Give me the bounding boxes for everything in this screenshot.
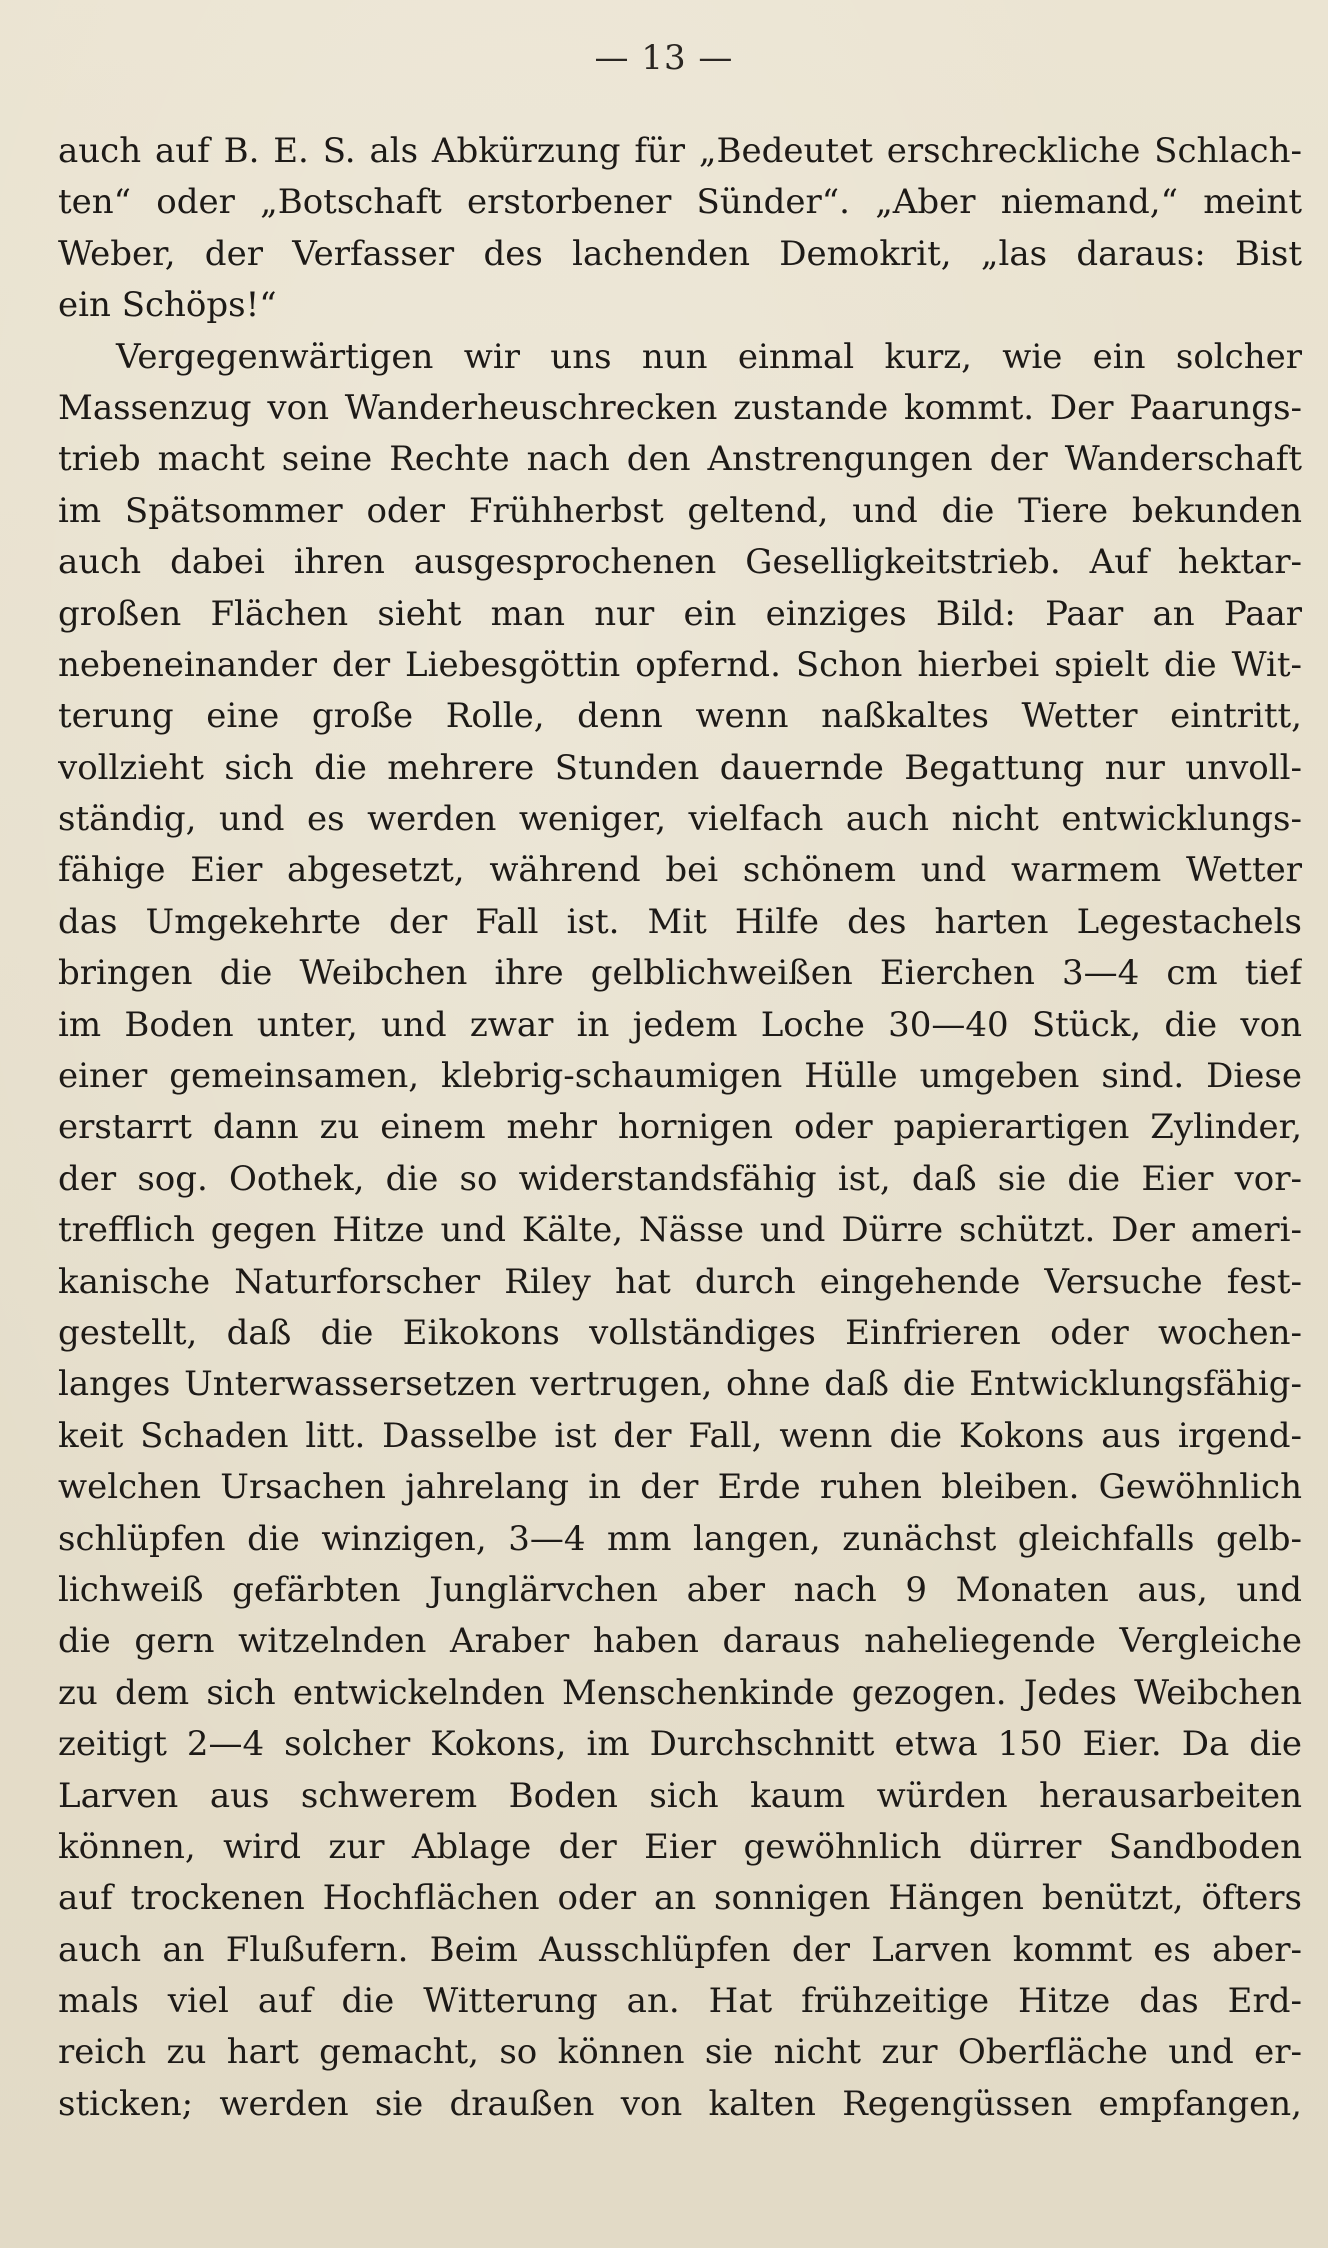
text-line: erstarrt dann zu einem mehr hornigen oder papierartigen Zylinder, bbox=[58, 1107, 1302, 1148]
text-line: reich zu hart gemacht, so können sie nicht zur Oberfläche und er- bbox=[58, 2032, 1302, 2073]
text-line: das Umgekehrte der Fall ist. Mit Hilfe des harten Legestachels bbox=[58, 901, 1302, 942]
text-line: keit Schaden litt. Dasselbe ist der Fall, wenn die Kokons aus irgend- bbox=[58, 1415, 1302, 1456]
text-line: trieb macht seine Rechte nach den Anstrengungen der Wanderschaft bbox=[58, 439, 1302, 480]
text-line: trefflich gegen Hitze und Kälte, Nässe und Dürre schützt. Der ameri- bbox=[58, 1210, 1302, 1251]
text-line: Weber, der Verfasser des lachenden Demokrit, „las daraus: Bist bbox=[58, 233, 1302, 274]
text-line: ständig, und es werden weniger, vielfach auch nicht entwicklungs- bbox=[58, 799, 1302, 840]
text-line: auch auf B. E. S. als Abkürzung für „Bedeutet erschreckliche Schlach- bbox=[58, 131, 1302, 171]
page-number: — 13 — bbox=[594, 38, 734, 78]
text-line: welchen Ursachen jahrelang in der Erde ruhen bleiben. Gewöhnlich bbox=[58, 1467, 1302, 1508]
text-line: nebeneinander der Liebesgöttin opfernd. Schon hierbei spielt die Wit- bbox=[58, 644, 1302, 685]
text-line: kanische Naturforscher Riley hat durch eingehende Versuche fest- bbox=[58, 1261, 1302, 1302]
text-line: im Spätsommer oder Frühherbst geltend, und die Tiere bekunden bbox=[58, 490, 1302, 531]
text-line: Larven aus schwerem Boden sich kaum würden herausarbeiten bbox=[58, 1775, 1302, 1816]
text-line: sticken; werden sie draußen von kalten Regengüssen empfangen, bbox=[58, 2083, 1302, 2124]
text-line: auf trockenen Hochflächen oder an sonnigen Hängen benützt, öfters bbox=[58, 1878, 1302, 1919]
body-text bbox=[58, 126, 1302, 2130]
text-line: mals viel auf die Witterung an. Hat frühzeitige Hitze das Erd- bbox=[58, 1981, 1302, 2022]
text-line: zeitigt 2—4 solcher Kokons, im Durchschnitt etwa 150 Eier. Da die bbox=[58, 1724, 1302, 1765]
text-line: gestellt, daß die Eikokons vollständiges Einfrieren oder wochen- bbox=[58, 1312, 1302, 1353]
text-line: langes Unterwassersetzen vertrugen, ohne daß die Entwicklungsfähig- bbox=[58, 1364, 1302, 1405]
text-line: ein Schöps!“ bbox=[58, 285, 277, 326]
text-line: lichweiß gefärbten Junglärvchen aber nach 9 Monaten aus, und bbox=[58, 1569, 1302, 1610]
text-line: bringen die Weibchen ihre gelblichweißen Eierchen 3—4 cm tief bbox=[58, 953, 1302, 994]
text-line: Vergegenwärtigen wir uns nun einmal kurz, wie ein solcher bbox=[116, 336, 1302, 377]
text-line: Massenzug von Wanderheuschrecken zustande kommt. Der Paarungs- bbox=[58, 387, 1302, 428]
text-line: können, wird zur Ablage der Eier gewöhnlich dürrer Sandboden bbox=[58, 1826, 1302, 1867]
text-line: ten“ oder „Botschaft erstorbener Sünder“. „Aber niemand,“ meint bbox=[58, 182, 1302, 223]
text-line: zu dem sich entwickelnden Menschenkinde gezogen. Jedes Weibchen bbox=[58, 1672, 1302, 1713]
text-line: schlüpfen die winzigen, 3—4 mm langen, zunächst gleichfalls gelb- bbox=[58, 1518, 1302, 1559]
text-line: fähige Eier abgesetzt, während bei schönem und warmem Wetter bbox=[58, 850, 1302, 891]
text-line: großen Flächen sieht man nur ein einziges Bild: Paar an Paar bbox=[58, 593, 1302, 634]
text-line: auch dabei ihren ausgesprochenen Geselligkeitstrieb. Auf hektar- bbox=[58, 542, 1302, 583]
text-line: terung eine große Rolle, denn wenn naßkaltes Wetter eintritt, bbox=[58, 696, 1302, 737]
text-line: die gern witzelnden Araber haben daraus naheliegende Vergleiche bbox=[58, 1621, 1302, 1662]
text-line: auch an Flußufern. Beim Ausschlüpfen der Larven kommt es aber- bbox=[58, 1929, 1302, 1970]
text-line: vollzieht sich die mehrere Stunden dauernde Begattung nur unvoll- bbox=[58, 747, 1302, 788]
text-line: im Boden unter, und zwar in jedem Loche 30—40 Stück, die von bbox=[58, 1004, 1302, 1045]
text-line: der sog. Oothek, die so widerstandsfähig ist, daß sie die Eier vor- bbox=[58, 1158, 1302, 1199]
text-line: einer gemeinsamen, klebrig-schaumigen Hülle umgeben sind. Diese bbox=[58, 1056, 1302, 1097]
